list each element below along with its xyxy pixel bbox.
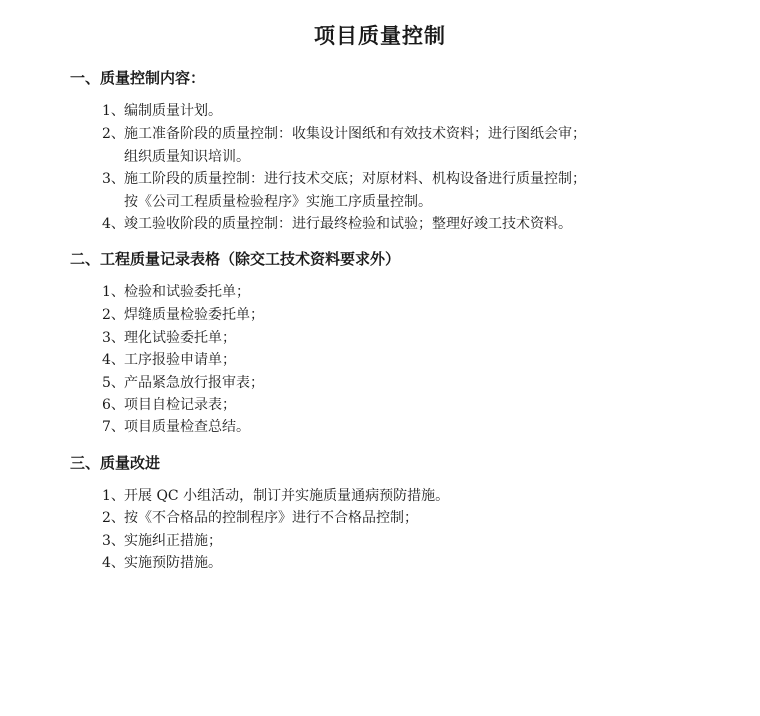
list-item: [102, 485, 449, 508]
list-item: [102, 281, 250, 304]
item-text: 按《不合格品的控制程序》进行不合格品控制；: [124, 510, 418, 526]
list-item: [102, 327, 236, 350]
item-number: 4、: [102, 555, 125, 571]
section-heading-quality-improvement: 三、质量改进: [70, 454, 161, 472]
item-text: 施工阶段的质量控制：进行技术交底；对原材料、机构设备进行质量控制；: [124, 171, 586, 187]
list-item: [102, 416, 250, 439]
item-text: 焊缝质量检验委托单；: [124, 307, 264, 323]
list-item: [102, 372, 264, 395]
document-title: 项目质量控制: [314, 24, 446, 48]
item-text: 施工准备阶段的质量控制：收集设计图纸和有效技术资料；进行图纸会审；: [124, 126, 586, 142]
item-number: 2、: [102, 510, 125, 526]
list-item: [102, 394, 236, 417]
item-text: 检验和试验委托单；: [124, 284, 250, 300]
list-item: [102, 100, 222, 123]
item-text: 产品紧急放行报审表；: [124, 375, 264, 391]
item-text: 项目质量检查总结。: [124, 419, 250, 435]
item-number: 3、: [102, 171, 125, 187]
item-text-continuation: 按《公司工程质量检验程序》实施工序质量控制。: [124, 194, 432, 210]
item-text: 竣工验收阶段的质量控制：进行最终检验和试验；整理好竣工技术资料。: [124, 216, 572, 232]
item-text: 开展 QC 小组活动，制订并实施质量通病预防措施。: [124, 488, 450, 504]
list-item: [102, 168, 586, 214]
item-number: 3、: [102, 533, 125, 549]
item-number: 3、: [102, 330, 125, 346]
item-number: 6、: [102, 397, 125, 413]
item-text: 实施纠正措施；: [124, 533, 222, 549]
list-item: [102, 213, 572, 236]
list-item: [102, 552, 222, 575]
section-heading-quality-control-content: 一、质量控制内容：: [70, 69, 206, 87]
item-number: 2、: [102, 126, 125, 142]
item-text: 实施预防措施。: [124, 555, 222, 571]
item-text: 工序报验申请单；: [124, 352, 236, 368]
item-number: 7、: [102, 419, 125, 435]
item-number: 1、: [102, 284, 125, 300]
list-item: [102, 123, 586, 169]
item-text-continuation: 组织质量知识培训。: [124, 149, 250, 165]
item-number: 5、: [102, 375, 125, 391]
item-text: 项目自检记录表；: [124, 397, 236, 413]
item-number: 4、: [102, 216, 125, 232]
section-heading-quality-record-forms: 二、工程质量记录表格（除交工技术资料要求外）: [70, 250, 401, 268]
list-item: [102, 507, 418, 530]
item-text: 编制质量计划。: [124, 103, 222, 119]
item-number: 4、: [102, 352, 125, 368]
list-item: [102, 349, 236, 372]
list-item: [102, 530, 222, 553]
list-item: [102, 304, 264, 327]
item-number: 1、: [102, 103, 125, 119]
item-number: 2、: [102, 307, 125, 323]
item-text: 理化试验委托单；: [124, 330, 236, 346]
item-number: 1、: [102, 488, 125, 504]
